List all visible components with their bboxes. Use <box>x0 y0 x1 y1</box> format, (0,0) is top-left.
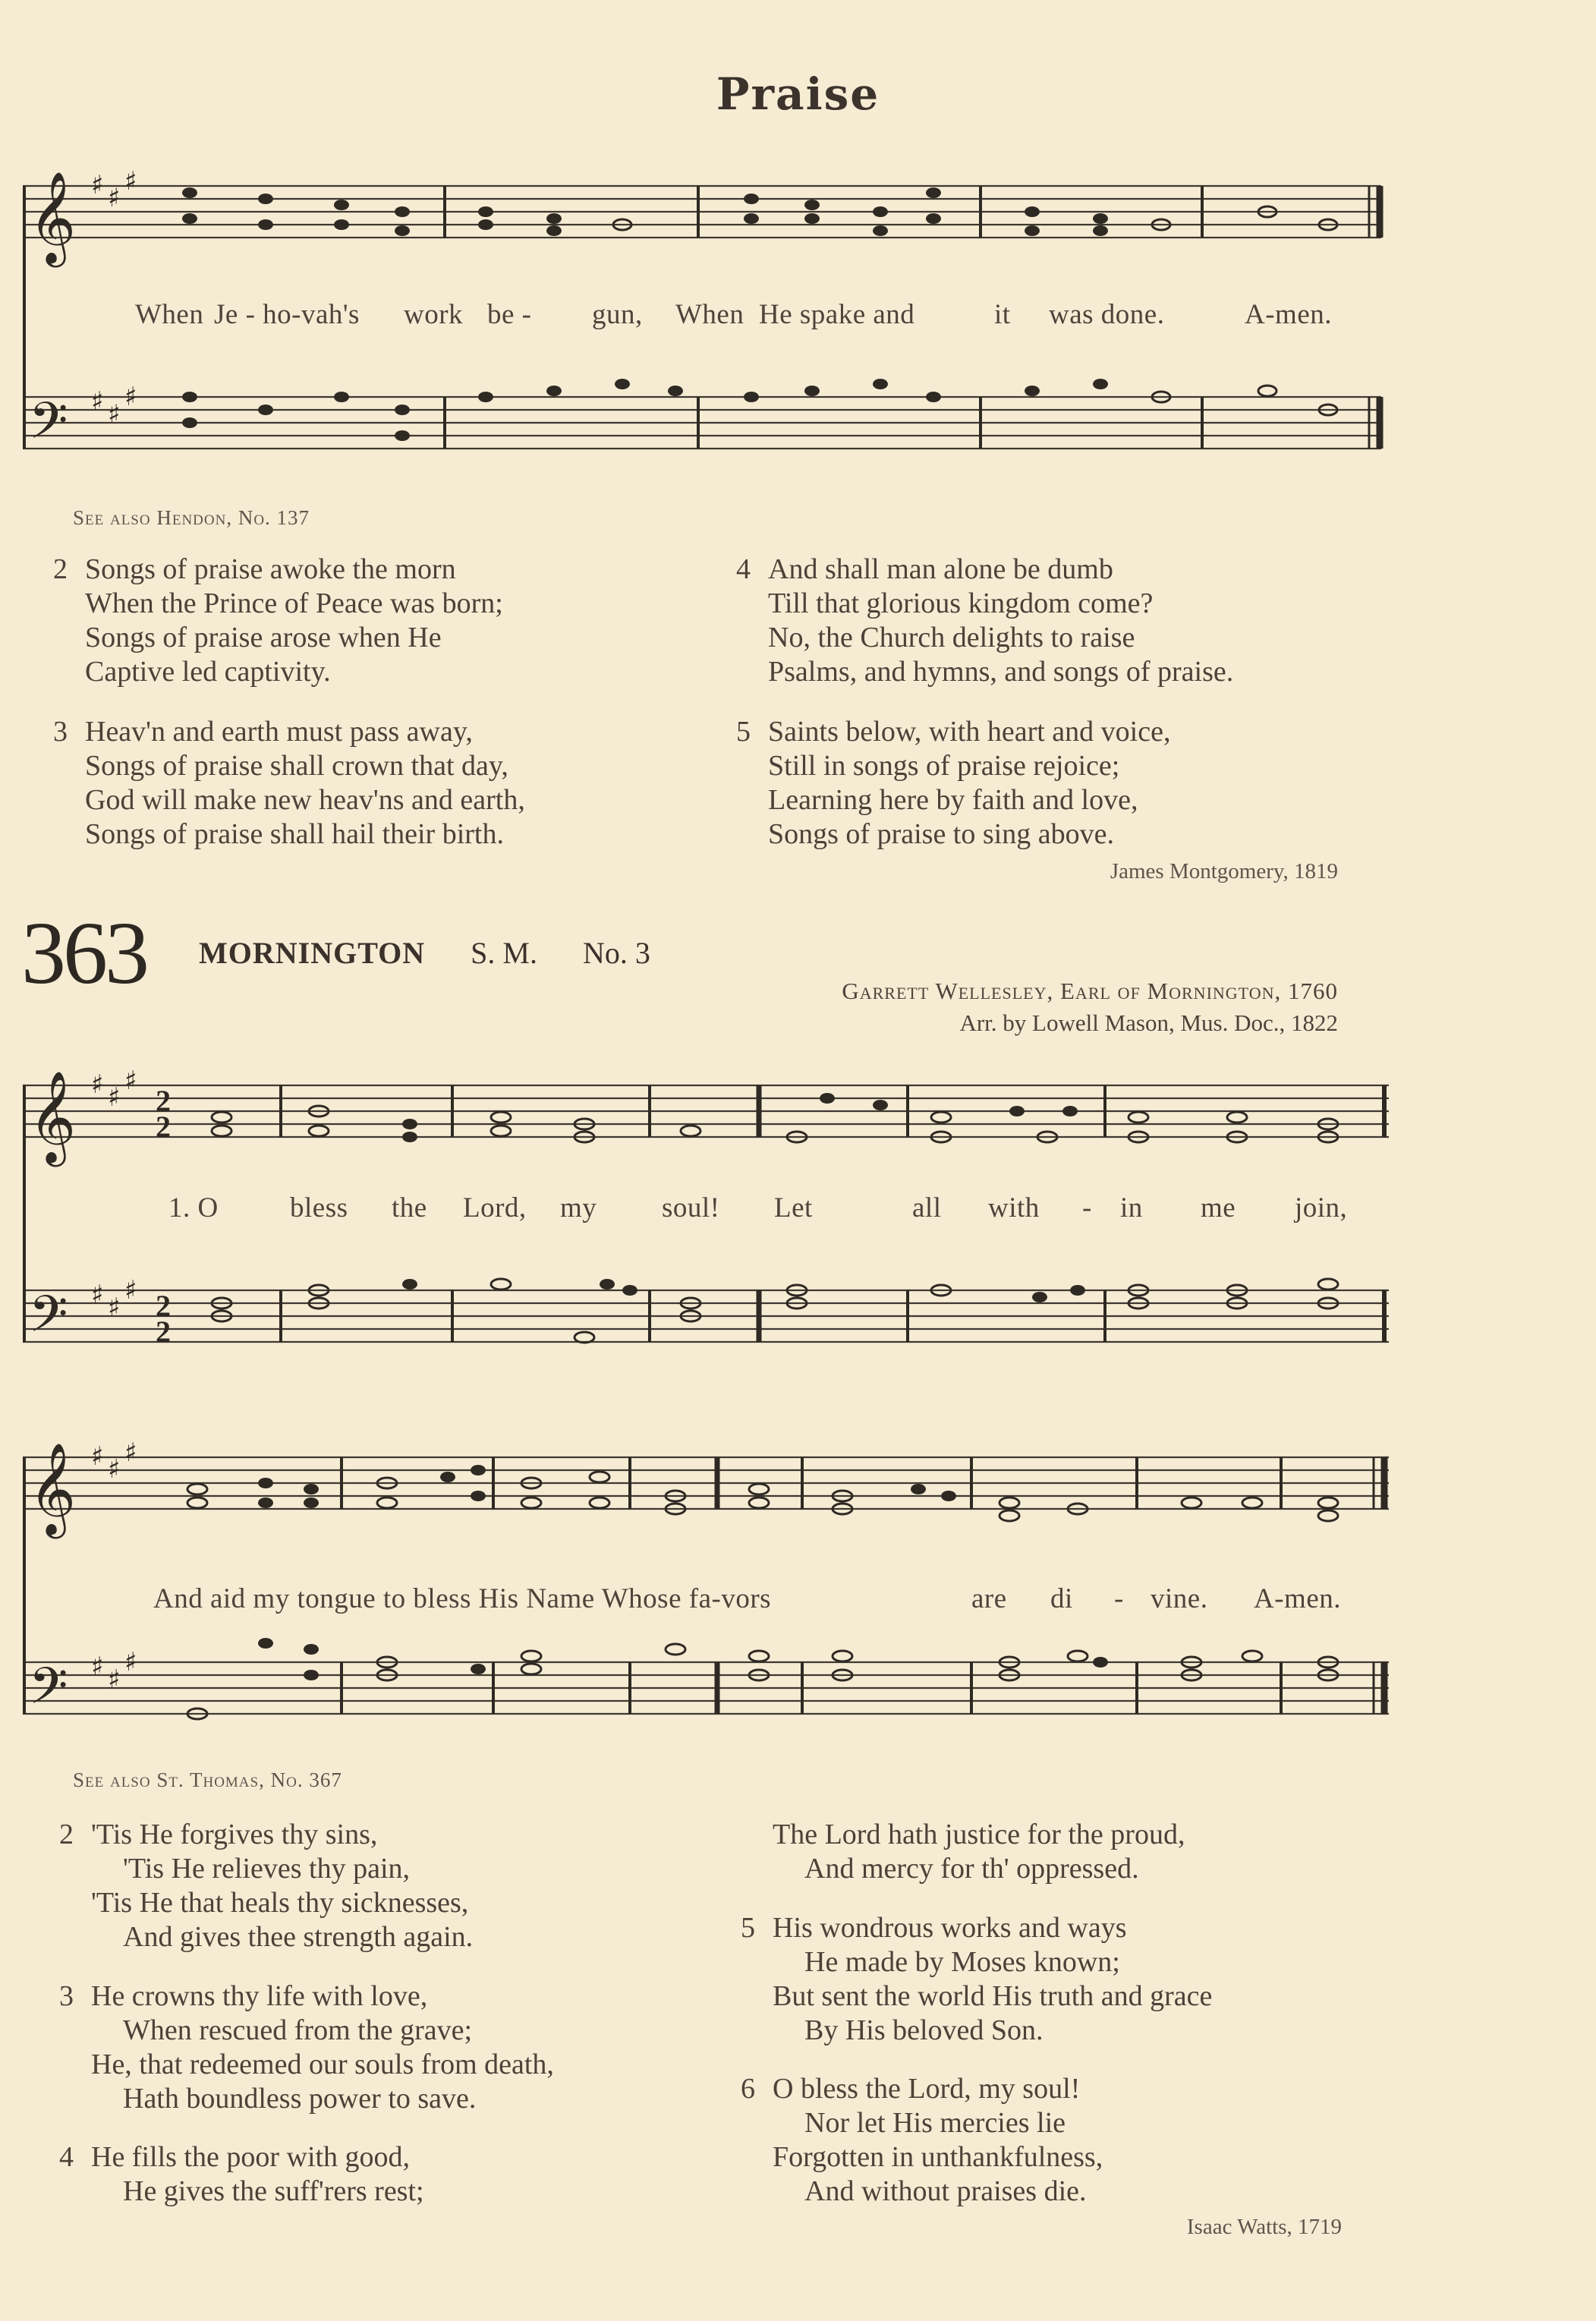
lyric-363-9: with <box>988 1192 1040 1223</box>
stanza-line: 'Tis He relieves thy pain, <box>123 1853 411 1885</box>
stanza-line: And shall man alone be dumb <box>768 553 1113 585</box>
lyric-363-16: di <box>1050 1583 1073 1614</box>
svg-text:♯: ♯ <box>108 1664 121 1695</box>
stanza-line: When rescued from the grave; <box>123 2014 473 2046</box>
svg-text:♯: ♯ <box>124 382 137 412</box>
stanza-line: And mercy for th' oppressed. <box>804 1853 1139 1885</box>
lyric-top-9: was done. <box>1049 299 1165 330</box>
stanza-line: Hath boundless power to save. <box>123 2083 477 2115</box>
stanza-line: 'Tis He that heals thy sicknesses, <box>91 1887 469 1919</box>
stanza-line: Nor let His mercies lie <box>804 2107 1066 2139</box>
stanza-line: Heav'n and earth must pass away, <box>85 716 473 748</box>
hymn-number: 363 <box>21 903 146 1003</box>
stanza-363-3 <box>59 1979 554 2116</box>
lyric-top-8: it <box>994 299 1011 330</box>
lyric-363-17: - <box>1114 1583 1124 1614</box>
lyric-363-19: A-men. <box>1254 1583 1341 1614</box>
lyric-363-12: me <box>1201 1192 1236 1223</box>
svg-text:♯: ♯ <box>124 1066 137 1096</box>
svg-text:♯: ♯ <box>91 1652 104 1682</box>
stanza-number: 4 <box>59 2141 74 2173</box>
lyric-363-5: my <box>560 1192 597 1223</box>
stanza-top-4 <box>736 553 1234 689</box>
stanza-line: 'Tis He forgives thy sins, <box>91 1819 378 1850</box>
stanza-line: Songs of praise arose when He <box>85 622 442 653</box>
svg-text:♯: ♯ <box>108 1082 121 1113</box>
stanza-363-6 <box>741 2072 1103 2209</box>
svg-text:♯: ♯ <box>124 166 137 197</box>
svg-text:𝄞: 𝄞 <box>29 171 77 263</box>
stanza-line: And without praises die. <box>804 2175 1087 2207</box>
lyric-top-7: He spake and <box>759 299 915 330</box>
stanza-line: Saints below, with heart and voice, <box>768 716 1171 748</box>
lyric-363-18: vine. <box>1151 1583 1208 1614</box>
lyric-363-8: all <box>912 1192 942 1223</box>
stanza-line: But sent the world His truth and grace <box>773 1980 1213 2012</box>
stanza-line: Captive led captivity. <box>85 656 331 688</box>
svg-text:♯: ♯ <box>91 1441 104 1472</box>
stanza-number: 2 <box>53 553 68 585</box>
svg-text:𝄞: 𝄞 <box>29 1442 77 1535</box>
stanza-line: Songs of praise shall crown that day, <box>85 750 508 782</box>
stanza-line: By His beloved Son. <box>804 2014 1044 2046</box>
stanza-line: His wondrous works and ways <box>773 1912 1127 1944</box>
stanza-line: Songs of praise to sing above. <box>768 818 1114 850</box>
svg-text:2: 2 <box>156 1110 171 1144</box>
tune-meter: S. M. <box>471 936 537 970</box>
see-also-top: See also Hendon, No. 137 <box>73 506 310 529</box>
stanza-line: Till that glorious kingdom come? <box>768 587 1154 619</box>
author-top: James Montgomery, 1819 <box>1110 859 1338 883</box>
stanza-number: 5 <box>741 1912 755 1944</box>
lyric-top-4: be - <box>487 299 532 330</box>
stanza-line: Still in songs of praise rejoice; <box>768 750 1120 782</box>
svg-text:𝄞: 𝄞 <box>29 1070 77 1163</box>
stanza-line: Songs of praise shall hail their birth. <box>85 818 504 850</box>
svg-text:♯: ♯ <box>124 1438 137 1468</box>
lyric-363-15: are <box>971 1583 1007 1614</box>
stanza-number: 2 <box>59 1819 74 1850</box>
svg-text:♯: ♯ <box>91 386 104 417</box>
stanza-line: He crowns thy life with love, <box>91 1980 428 2012</box>
lyric-top-6: When <box>675 299 744 330</box>
svg-text:♯: ♯ <box>108 1293 121 1323</box>
lyric-363-14: And aid my tongue to bless His Name Whose fa-vors <box>153 1583 772 1614</box>
stanza-top-5 <box>736 715 1171 852</box>
stanza-line: When the Prince of Peace was born; <box>85 587 503 619</box>
svg-text:♯: ♯ <box>124 1647 137 1677</box>
svg-text:♯: ♯ <box>91 1069 104 1100</box>
svg-text:♯: ♯ <box>108 183 121 213</box>
svg-text:♯: ♯ <box>91 170 104 200</box>
stanza-number: 3 <box>59 1980 74 2012</box>
tune-line <box>199 935 650 971</box>
lyric-top-2: Je - ho-vah's <box>214 299 360 330</box>
svg-text:2: 2 <box>156 1084 171 1118</box>
svg-text:2: 2 <box>156 1315 171 1349</box>
svg-text:𝄢: 𝄢 <box>29 1285 68 1356</box>
stanza-line: He gives the suff'rers rest; <box>123 2175 424 2207</box>
arranger-credit: Arr. by Lowell Mason, Mus. Doc., 1822 <box>959 1009 1338 1036</box>
stanza-line: Psalms, and hymns, and songs of praise. <box>768 656 1234 688</box>
svg-text:♯: ♯ <box>124 1275 137 1305</box>
lyric-363-7: Let <box>774 1192 813 1223</box>
lyric-363-4: Lord, <box>463 1192 527 1223</box>
stanza-363-2 <box>59 1818 474 1954</box>
lyric-top-3: work <box>404 299 464 330</box>
lyric-363-2: bless <box>290 1192 348 1223</box>
lyric-363-13: join, <box>1295 1192 1348 1223</box>
stanza-line: The Lord hath justice for the proud, <box>773 1819 1185 1850</box>
svg-text:2: 2 <box>156 1289 171 1323</box>
composer-credit: Garrett Wellesley, Earl of Mornington, 1760 <box>842 978 1338 1004</box>
stanza-line: No, the Church delights to raise <box>768 622 1135 653</box>
lyric-top-5: gun, <box>592 299 643 330</box>
lyric-363-6: soul! <box>662 1192 720 1223</box>
lyric-363-1: 1. O <box>168 1192 219 1223</box>
svg-text:𝄢: 𝄢 <box>29 392 68 462</box>
stanza-363-4 <box>59 2140 424 2209</box>
stanza-number: 6 <box>741 2073 755 2105</box>
lyric-363-10: - <box>1082 1192 1092 1223</box>
stanza-line: Forgotten in unthankfulness, <box>773 2141 1103 2173</box>
music-staff-363-a <box>23 1055 1396 1412</box>
stanza-number: 4 <box>736 553 751 585</box>
stanza-number: 5 <box>736 716 751 748</box>
svg-text:𝄢: 𝄢 <box>29 1657 68 1727</box>
page-header: Praise <box>716 68 880 120</box>
tune-number: No. 3 <box>582 936 650 970</box>
lyric-top-10: A-men. <box>1245 299 1332 330</box>
tune-name: MORNINGTON <box>199 936 426 970</box>
svg-text:♯: ♯ <box>108 1454 121 1485</box>
stanza-line: And gives thee strength again. <box>123 1921 474 1953</box>
see-also-363: See also St. Thomas, No. 367 <box>73 1768 342 1791</box>
stanza-line: He, that redeemed our souls from death, <box>91 2049 554 2080</box>
lyric-363-11: in <box>1120 1192 1143 1223</box>
stanza-363-5 <box>741 1911 1213 2048</box>
stanza-line: Songs of praise awoke the morn <box>85 553 456 585</box>
lyric-top-1: When <box>135 299 204 330</box>
stanza-363-4-cont <box>773 1818 1185 1886</box>
author-363: Isaac Watts, 1719 <box>1186 2215 1342 2239</box>
stanza-top-2 <box>53 553 503 689</box>
stanza-number: 3 <box>53 716 68 748</box>
stanza-line: Learning here by faith and love, <box>768 784 1138 816</box>
svg-text:♯: ♯ <box>91 1280 104 1310</box>
svg-text:♯: ♯ <box>108 399 121 430</box>
stanza-line: O bless the Lord, my soul! <box>773 2073 1081 2105</box>
stanza-line: He fills the poor with good, <box>91 2141 411 2173</box>
lyric-363-3: the <box>392 1192 427 1223</box>
stanza-line: He made by Moses known; <box>804 1946 1120 1978</box>
music-system-363-a <box>23 1055 1396 1412</box>
stanza-top-3 <box>53 715 525 852</box>
stanza-line: God will make new heav'ns and earth, <box>85 784 525 816</box>
